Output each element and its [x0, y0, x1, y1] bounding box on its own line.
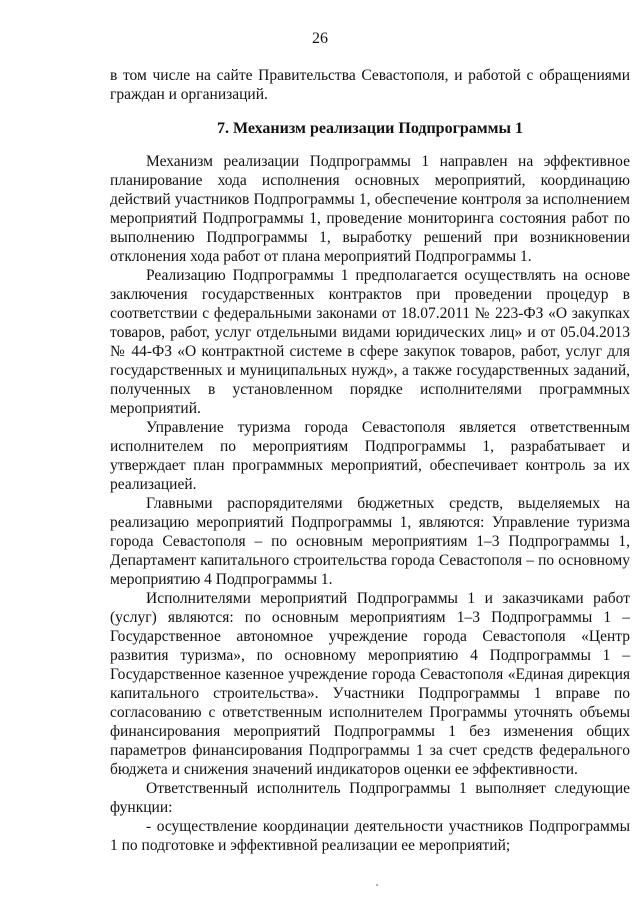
paragraph-executors: Исполнителями мероприятий Подпрограммы 1 и заказчиками работ (услуг) являются: по основным мероприятиям 1–3 Подпрограммы 1 – Государственное автономное учреждение города Севастополя «Центр развития туризма», по основному мероприятию 4 Подпрограммы 1 – Государственное казенное учреждение города Севастополя «Единая дирекция капитального строительства». Участники Подпрограммы 1 вправе по согласованию с ответственным исполнителем Программы уточнять объемы финансирования мероприятий Подпрограммы 1 без изменения общих параметров финансирования Подпрограммы 1 за счет средств федерального бюджета и снижения значений индикаторов оценки ее эффективности. [110, 590, 630, 778]
intro-text: в том числе на сайте Правительства Севастополя, и работой с обращениями граждан и организаций. [110, 67, 630, 103]
paragraph-functions: Ответственный исполнитель Подпрограммы 1 выполняет следующие функции: [110, 780, 630, 816]
section-body [110, 152, 630, 855]
paragraph-mechanism: Механизм реализации Подпрограммы 1 направлен на эффективное планирование хода исполнения основных мероприятий, координацию действий участников Подпрограммы 1, обеспечение контроля за исполнением мероприятий Подпрограммы 1, проведение мониторинга состояния работ по выполнению Подпрограммы 1, выработку решений при возникновении отклонения хода работ от плана мероприятий Подпрограммы 1. [110, 153, 630, 265]
paragraph-contracts: Реализацию Подпрограммы 1 предполагается осуществлять на основе заключения государственных контрактов при проведении процедур в соответствии с федеральными законами от 18.07.2011 № 223-ФЗ «О закупках товаров, работ, услуг отдельными видами юридических лиц» и от 05.04.2013 № 44-ФЗ «О контрактной системе в сфере закупок товаров, работ, услуг для государственных и муниципальных нужд», а также государственных заданий, полученных в установленном порядке исполнителями программных мероприятий. [110, 267, 630, 417]
page-number: 26 [312, 30, 328, 47]
paragraph-responsible-executor: Управление туризма города Севастополя является ответственным исполнителем по мероприятиям Подпрограммы 1, разрабатывает и утверждает план программных мероприятий, обеспечивает контроль за их реализацией. [110, 419, 630, 493]
section-title: 7. Механизм реализации Подпрограммы 1 [216, 120, 524, 137]
list-item-coordination: - осуществление координации деятельности участников Подпрограммы 1 по подготовке и эффективной реализации ее мероприятий; [110, 818, 630, 854]
scan-dot [376, 884, 378, 886]
paragraph-budget-managers: Главными распорядителями бюджетных средств, выделяемых на реализацию мероприятий Подпрограммы 1, являются: Управление туризма города Севастополя – по основным мероприятиям 1–3 Подпрограммы 1, Департамент капитального строительства города Севастополя – по основному мероприятию 4 Подпрограммы 1. [110, 495, 630, 588]
